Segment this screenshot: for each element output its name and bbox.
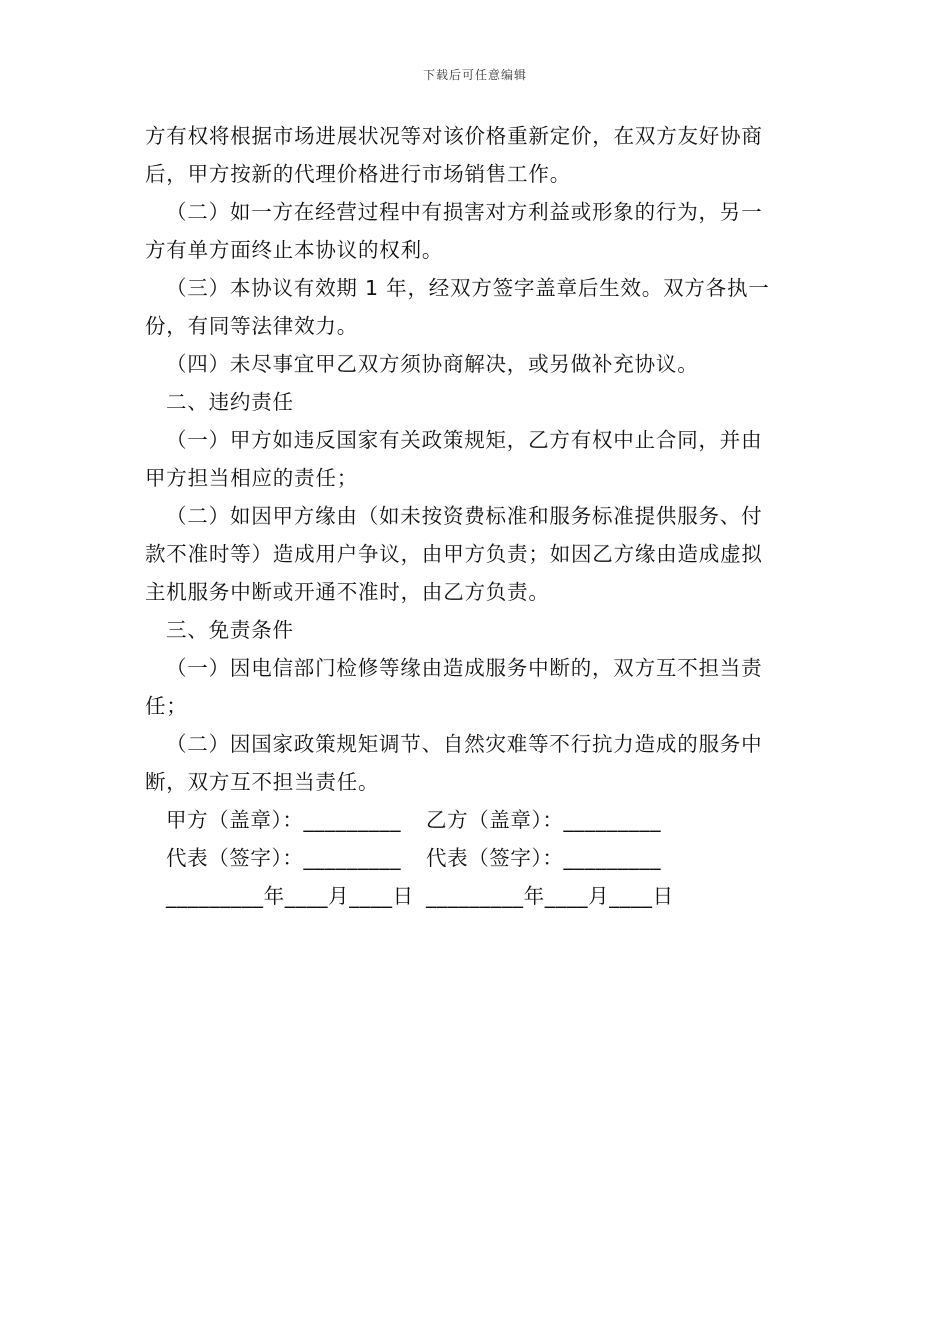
signature-rep-a: 代表（签字）：_________ [166,846,402,870]
signature-date-b: _________年____月____日 [426,884,674,908]
body-line: 款不准时等）造成用户争议，由甲方负责；如因乙方缘由造成虚拟 [145,542,763,566]
clause-paragraph: （三）本协议有效期 1 年，经双方签字盖章后生效。双方各执一 [166,276,770,300]
body-line: 后，甲方按新的代理价格进行市场销售工作。 [145,162,571,186]
body-line: 甲方担当相应的责任； [145,466,358,490]
section-heading: 三、免责条件 [166,618,294,642]
signature-rep-b: 代表（签字）：_________ [426,846,662,870]
body-line: 方有权将根据市场进展状况等对该价格重新定价，在双方友好协商 [145,124,763,148]
header-note: 下载后可任意编辑 [422,68,527,82]
body-line: 份，有同等法律效力。 [145,314,358,338]
clause-paragraph: （四）未尽事宜甲乙双方须协商解决，或另做补充协议。 [166,352,699,376]
body-line: 断，双方互不担当责任。 [145,770,380,794]
body-line: 主机服务中断或开通不准时，由乙方负责。 [145,580,550,604]
signature-date-a: _________年____月____日 [166,884,414,908]
body-line: 任； [145,694,188,718]
clause-paragraph: （二）因国家政策规矩调节、自然灾难等不行抗力造成的服务中 [166,732,763,756]
clause-paragraph: （二）如一方在经营过程中有损害对方利益或形象的行为，另一 [166,200,763,224]
signature-party-a-seal: 甲方（盖章）：_________ [166,808,402,832]
clause-paragraph: （一）甲方如违反国家有关政策规矩，乙方有权中止合同，并由 [166,428,763,452]
body-line: 方有单方面终止本协议的权利。 [145,238,444,262]
clause-paragraph: （一）因电信部门检修等缘由造成服务中断的，双方互不担当责 [166,656,763,680]
clause-paragraph: （二）如因甲方缘由（如未按资费标准和服务标准提供服务、付 [166,504,763,528]
section-heading: 二、违约责任 [166,390,294,414]
signature-party-b-seal: 乙方（盖章）：_________ [426,808,662,832]
